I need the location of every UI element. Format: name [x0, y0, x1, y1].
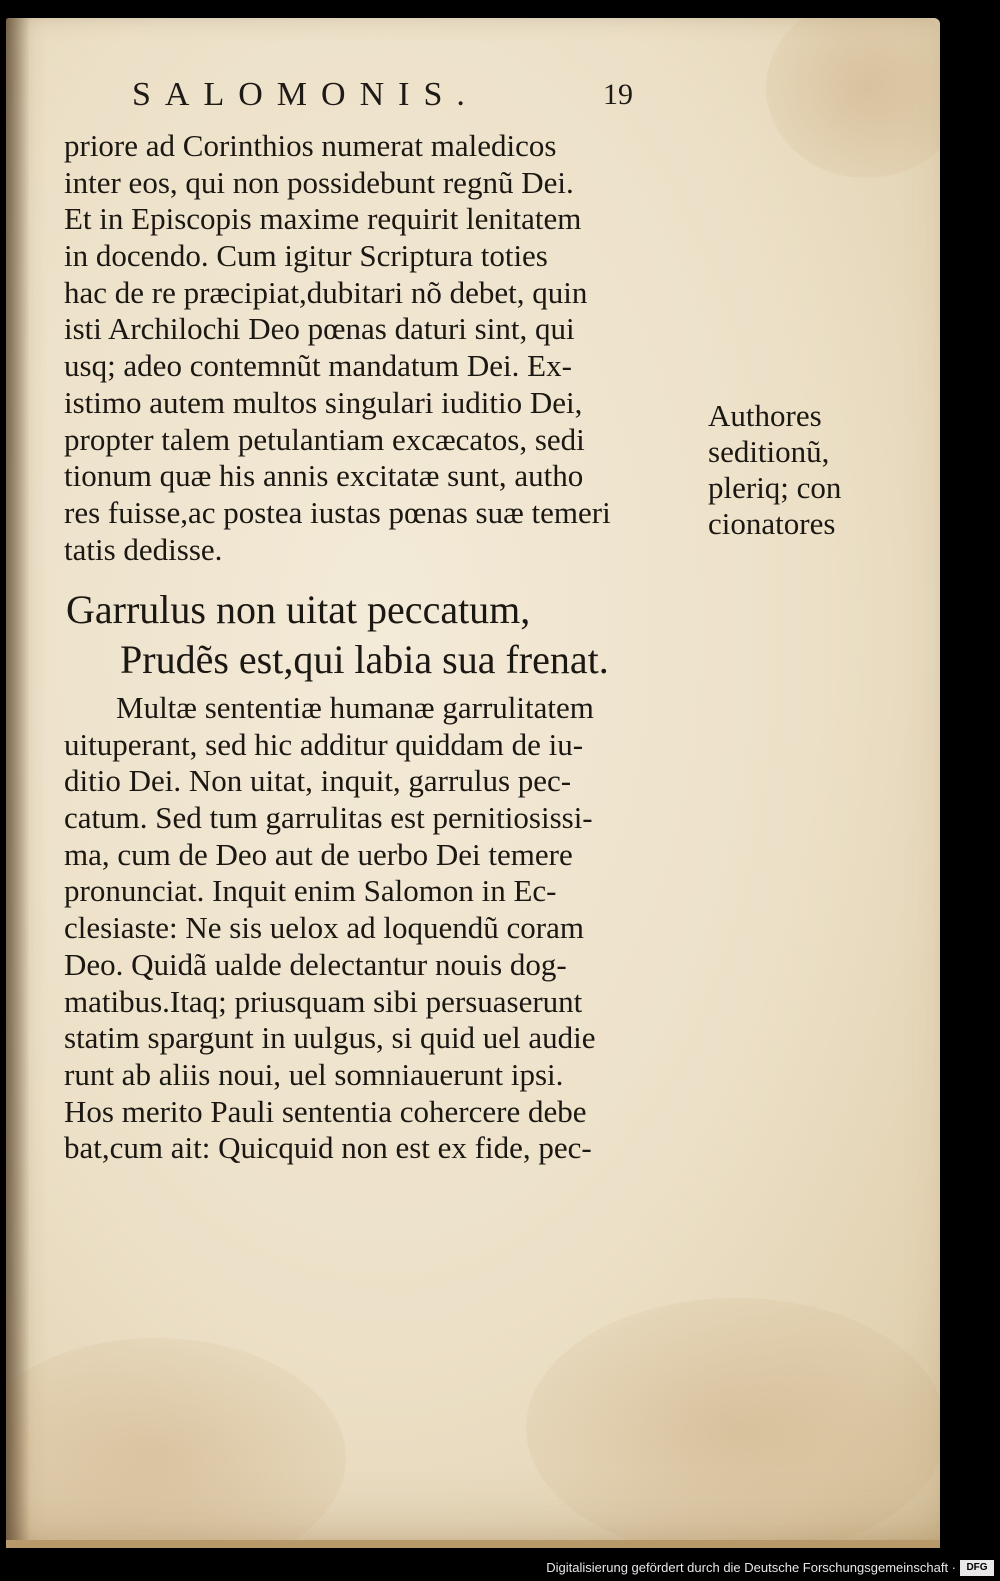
text-line: uituperant, sed hic additur quiddam de iu- — [64, 726, 584, 762]
marginal-line: cionatores — [708, 506, 836, 541]
text-line: hac de re præcipiat,dubitari nõ debet, quin — [64, 274, 588, 310]
page-number: 19 — [603, 78, 633, 111]
dfg-logo: DFG — [960, 1560, 994, 1576]
text-line: istimo autem multos singulari iuditio Dei, — [64, 384, 583, 420]
verse-line-2: Prudẽs est,qui labia sua frenat. — [120, 637, 609, 682]
text-line: ma, cum de Deo aut de uerbo Dei temere — [64, 836, 573, 872]
marginal-note — [708, 398, 878, 542]
text-line: bat,cum ait: Quicquid non est ex fide, pec- — [64, 1130, 592, 1166]
text-line: isti Archilochi Deo pœnas daturi sint, qui — [64, 311, 575, 347]
text-line: clesiaste: Ne sis uelox ad loquendũ coram — [64, 910, 584, 946]
text-line: matibus.Itaq; priusquam sibi persuaserunt — [64, 983, 583, 1019]
body-paragraph-1 — [64, 128, 692, 568]
text-line: priore ad Corinthios numerat maledicos — [64, 128, 557, 163]
text-line: pronunciat. Inquit enim Salomon in Ec- — [64, 873, 557, 909]
marginal-line: Authores — [708, 398, 822, 433]
text-line: tatis dedisse. — [64, 531, 223, 567]
water-stain — [6, 1338, 346, 1548]
text-line: usq; adeo contemnũt mandatum Dei. Ex- — [64, 348, 572, 384]
text-line: inter eos, qui non possidebunt regnũ Dei. — [64, 164, 574, 200]
marginal-line: pleriq; con — [708, 470, 842, 505]
text-line: catum. Sed tum garrulitas est pernitiosissi- — [64, 800, 593, 836]
text-line: Multæ sententiæ humanæ garrulitatem — [116, 690, 594, 725]
text-line: Et in Episcopis maxime requirit lenitatem — [64, 201, 582, 237]
text-line: tionum quæ his annis excitatæ sunt, autho — [64, 458, 584, 494]
text-line: Hos merito Pauli sententia cohercere debe — [64, 1093, 587, 1129]
water-stain — [526, 1298, 940, 1548]
text-line: runt ab aliis noui, uel somniauerunt ipsi. — [64, 1056, 564, 1092]
page-bottom-edge — [6, 1540, 940, 1548]
text-line: in docendo. Cum igitur Scriptura toties — [64, 238, 548, 274]
marginal-line: seditionũ, — [708, 434, 830, 469]
text-line: Deo. Quidã ualde delectantur nouis dog- — [64, 946, 567, 982]
body-paragraph-2 — [64, 690, 692, 1167]
water-stain — [766, 18, 940, 178]
text-line: statim spargunt in uulgus, si quid uel audie — [64, 1020, 596, 1056]
text-line: propter talem petulantiam excæcatos, sedi — [64, 421, 585, 457]
verse-line-1: Garrulus non uitat peccatum, — [66, 587, 531, 632]
text-line: ditio Dei. Non uitat, inquit, garrulus pec- — [64, 763, 572, 799]
digitization-credit: Digitalisierung gefördert durch die Deutsche Forschungsgemeinschaft · — [546, 1560, 956, 1575]
running-head: SALOMONIS. — [132, 76, 479, 113]
text-line: res fuisse,ac postea iustas pœnas suæ temeri — [64, 494, 611, 530]
